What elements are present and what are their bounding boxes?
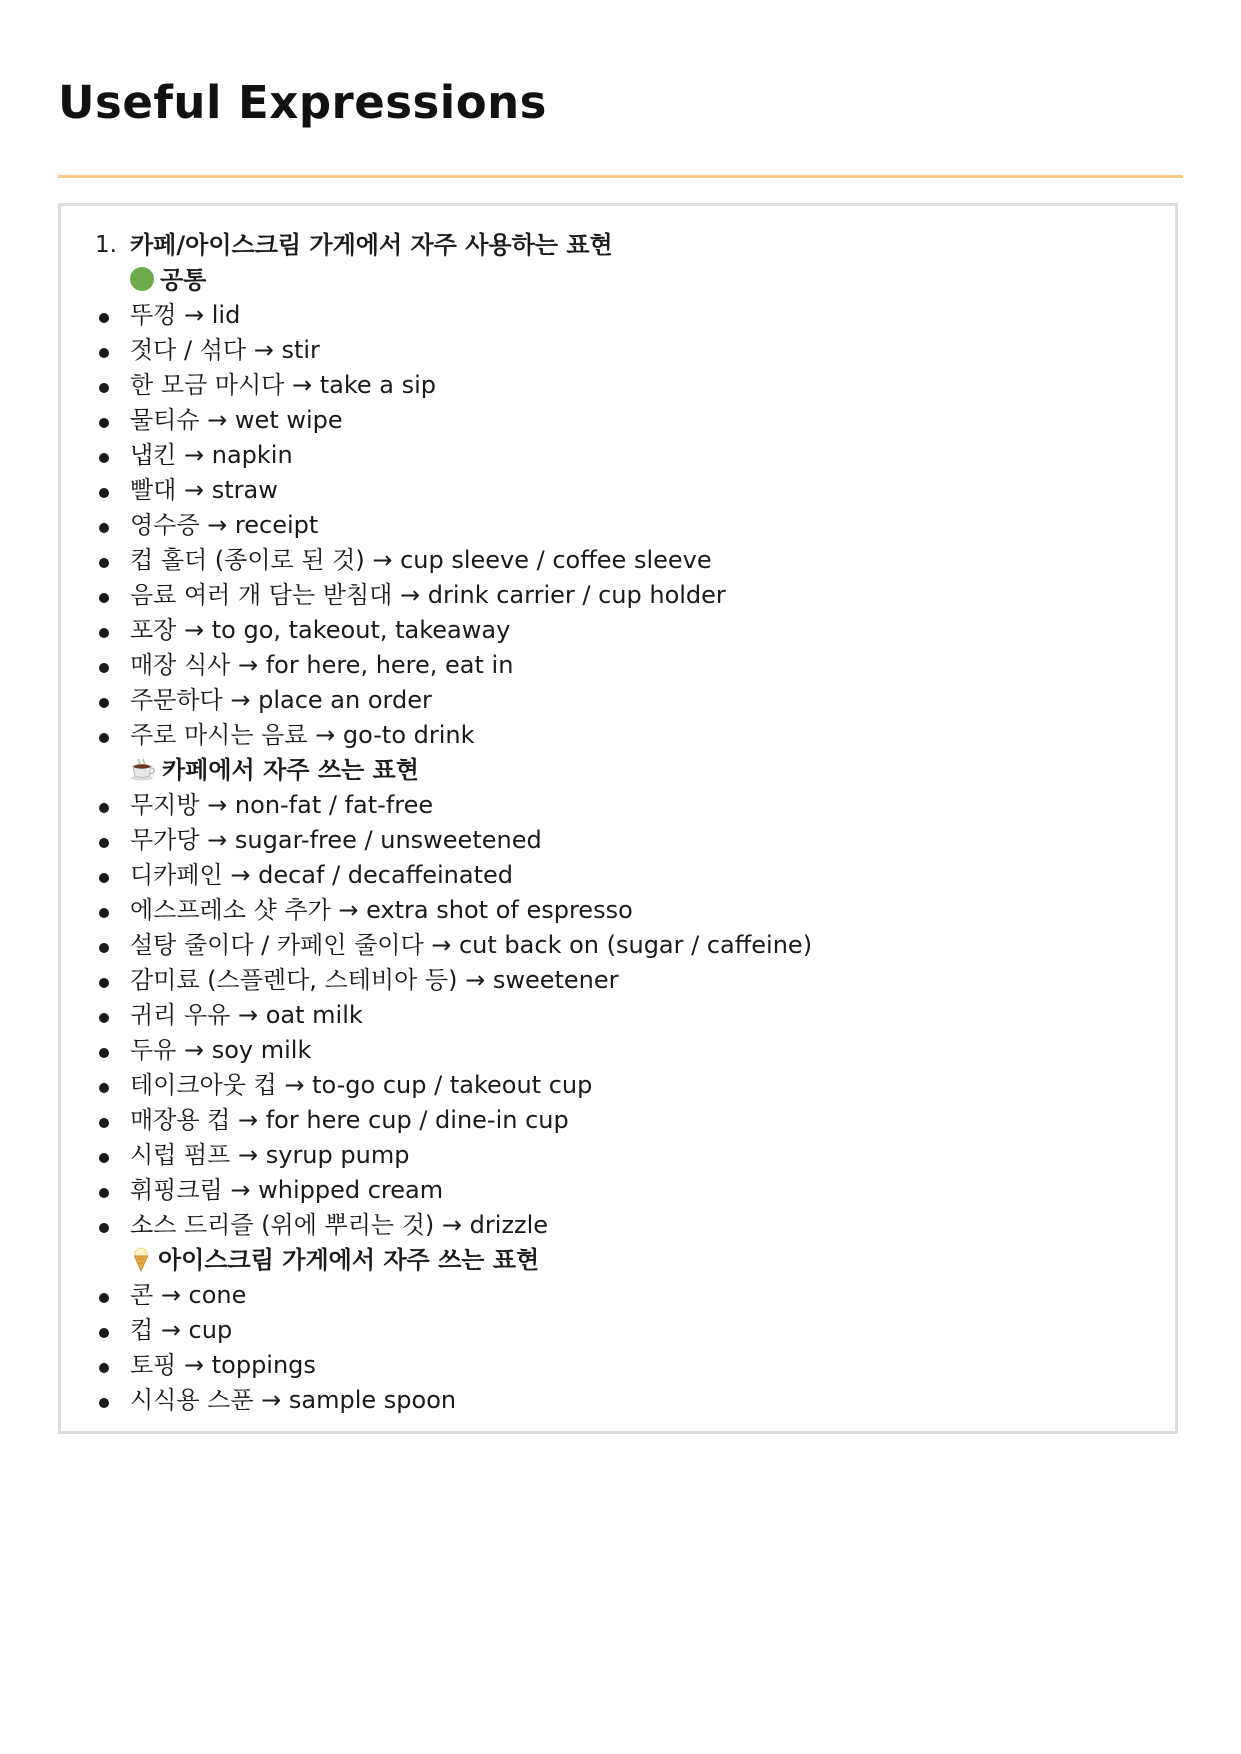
- bullet-icon: [99, 873, 109, 883]
- list-item: 빨대 → straw: [61, 473, 1175, 508]
- bullet-icon: [99, 733, 109, 743]
- bullet-icon: [99, 383, 109, 393]
- bullet-icon: [99, 1083, 109, 1093]
- bullet-icon: [99, 1188, 109, 1198]
- group-heading-common: [61, 263, 1175, 298]
- list-item: 주로 마시는 음료 → go-to drink: [61, 718, 1175, 753]
- list-item: 매장용 컵 → for here cup / dine-in cup: [61, 1103, 1175, 1138]
- list-item: 휘핑크림 → whipped cream: [61, 1173, 1175, 1208]
- section-number: 1.: [95, 232, 117, 258]
- bullet-icon: [99, 453, 109, 463]
- list-item: 포장 → to go, takeout, takeaway: [61, 613, 1175, 648]
- list-item: 두유 → soy milk: [61, 1033, 1175, 1068]
- list-item: 뚜껑 → lid: [61, 298, 1175, 333]
- list-item: 무가당 → sugar-free / unsweetened: [61, 823, 1175, 858]
- bullet-icon: [99, 663, 109, 673]
- bullet-icon: [99, 348, 109, 358]
- bullet-icon: [99, 1153, 109, 1163]
- bullet-icon: [99, 943, 109, 953]
- bullet-icon: [99, 1363, 109, 1373]
- bullet-icon: [99, 1118, 109, 1128]
- list-item: 영수증 → receipt: [61, 508, 1175, 543]
- list-item: 젓다 / 섞다 → stir: [61, 333, 1175, 368]
- bullet-icon: [99, 313, 109, 323]
- group-heading-label: 공통: [160, 266, 207, 294]
- list-item: 감미료 (스플렌다, 스테비아 등) → sweetener: [61, 963, 1175, 998]
- list-item: 설탕 줄이다 / 카페인 줄이다 → cut back on (sugar / caffeine): [61, 928, 1175, 963]
- coffee-icon: [130, 757, 156, 781]
- bullet-icon: [99, 1223, 109, 1233]
- list-item: 컵 홀더 (종이로 된 것) → cup sleeve / coffee sleeve: [61, 543, 1175, 578]
- bullet-icon: [99, 803, 109, 813]
- list-item: 토핑 → toppings: [61, 1348, 1175, 1383]
- section-heading-row: [61, 228, 1175, 263]
- list-item: 무지방 → non-fat / fat-free: [61, 788, 1175, 823]
- list-item: 테이크아웃 컵 → to-go cup / takeout cup: [61, 1068, 1175, 1103]
- list-item: 물티슈 → wet wipe: [61, 403, 1175, 438]
- bullet-icon: [99, 978, 109, 988]
- list-item: 에스프레소 샷 추가 → extra shot of espresso: [61, 893, 1175, 928]
- bullet-icon: [99, 1293, 109, 1303]
- list-item: 시식용 스푼 → sample spoon: [61, 1383, 1175, 1418]
- expression-list: [61, 228, 1175, 1418]
- bullet-icon: [99, 523, 109, 533]
- group-heading-cafe: [61, 753, 1175, 788]
- list-item: 컵 → cup: [61, 1313, 1175, 1348]
- bullet-icon: [99, 1048, 109, 1058]
- list-item: 냅킨 → napkin: [61, 438, 1175, 473]
- list-item: 디카페인 → decaf / decaffeinated: [61, 858, 1175, 893]
- page-title: Useful Expressions: [58, 76, 547, 129]
- bullet-icon: [99, 418, 109, 428]
- green-circle-icon: [130, 267, 154, 291]
- bullet-icon: [99, 838, 109, 848]
- bullet-icon: [99, 628, 109, 638]
- bullet-icon: [99, 558, 109, 568]
- list-item: 음료 여러 개 담는 받침대 → drink carrier / cup holder: [61, 578, 1175, 613]
- list-item: 매장 식사 → for here, here, eat in: [61, 648, 1175, 683]
- section-heading: 카페/아이스크림 가게에서 자주 사용하는 표현: [130, 231, 613, 259]
- list-item: 콘 → cone: [61, 1278, 1175, 1313]
- group-heading-ice-cream: [61, 1243, 1175, 1278]
- list-item: 소스 드리즐 (위에 뿌리는 것) → drizzle: [61, 1208, 1175, 1243]
- list-item: 귀리 우유 → oat milk: [61, 998, 1175, 1033]
- bullet-icon: [99, 1013, 109, 1023]
- list-item: 시럽 펌프 → syrup pump: [61, 1138, 1175, 1173]
- content-box: [58, 203, 1178, 1434]
- bullet-icon: [99, 698, 109, 708]
- bullet-icon: [99, 1398, 109, 1408]
- group-heading-label: 카페에서 자주 쓰는 표현: [162, 756, 419, 784]
- list-item: 한 모금 마시다 → take a sip: [61, 368, 1175, 403]
- bullet-icon: [99, 1328, 109, 1338]
- group-heading-label: 아이스크림 가게에서 자주 쓰는 표현: [158, 1246, 540, 1274]
- title-divider: [58, 175, 1183, 178]
- ice-cream-icon: [130, 1246, 152, 1272]
- list-item: 주문하다 → place an order: [61, 683, 1175, 718]
- bullet-icon: [99, 593, 109, 603]
- bullet-icon: [99, 908, 109, 918]
- bullet-icon: [99, 488, 109, 498]
